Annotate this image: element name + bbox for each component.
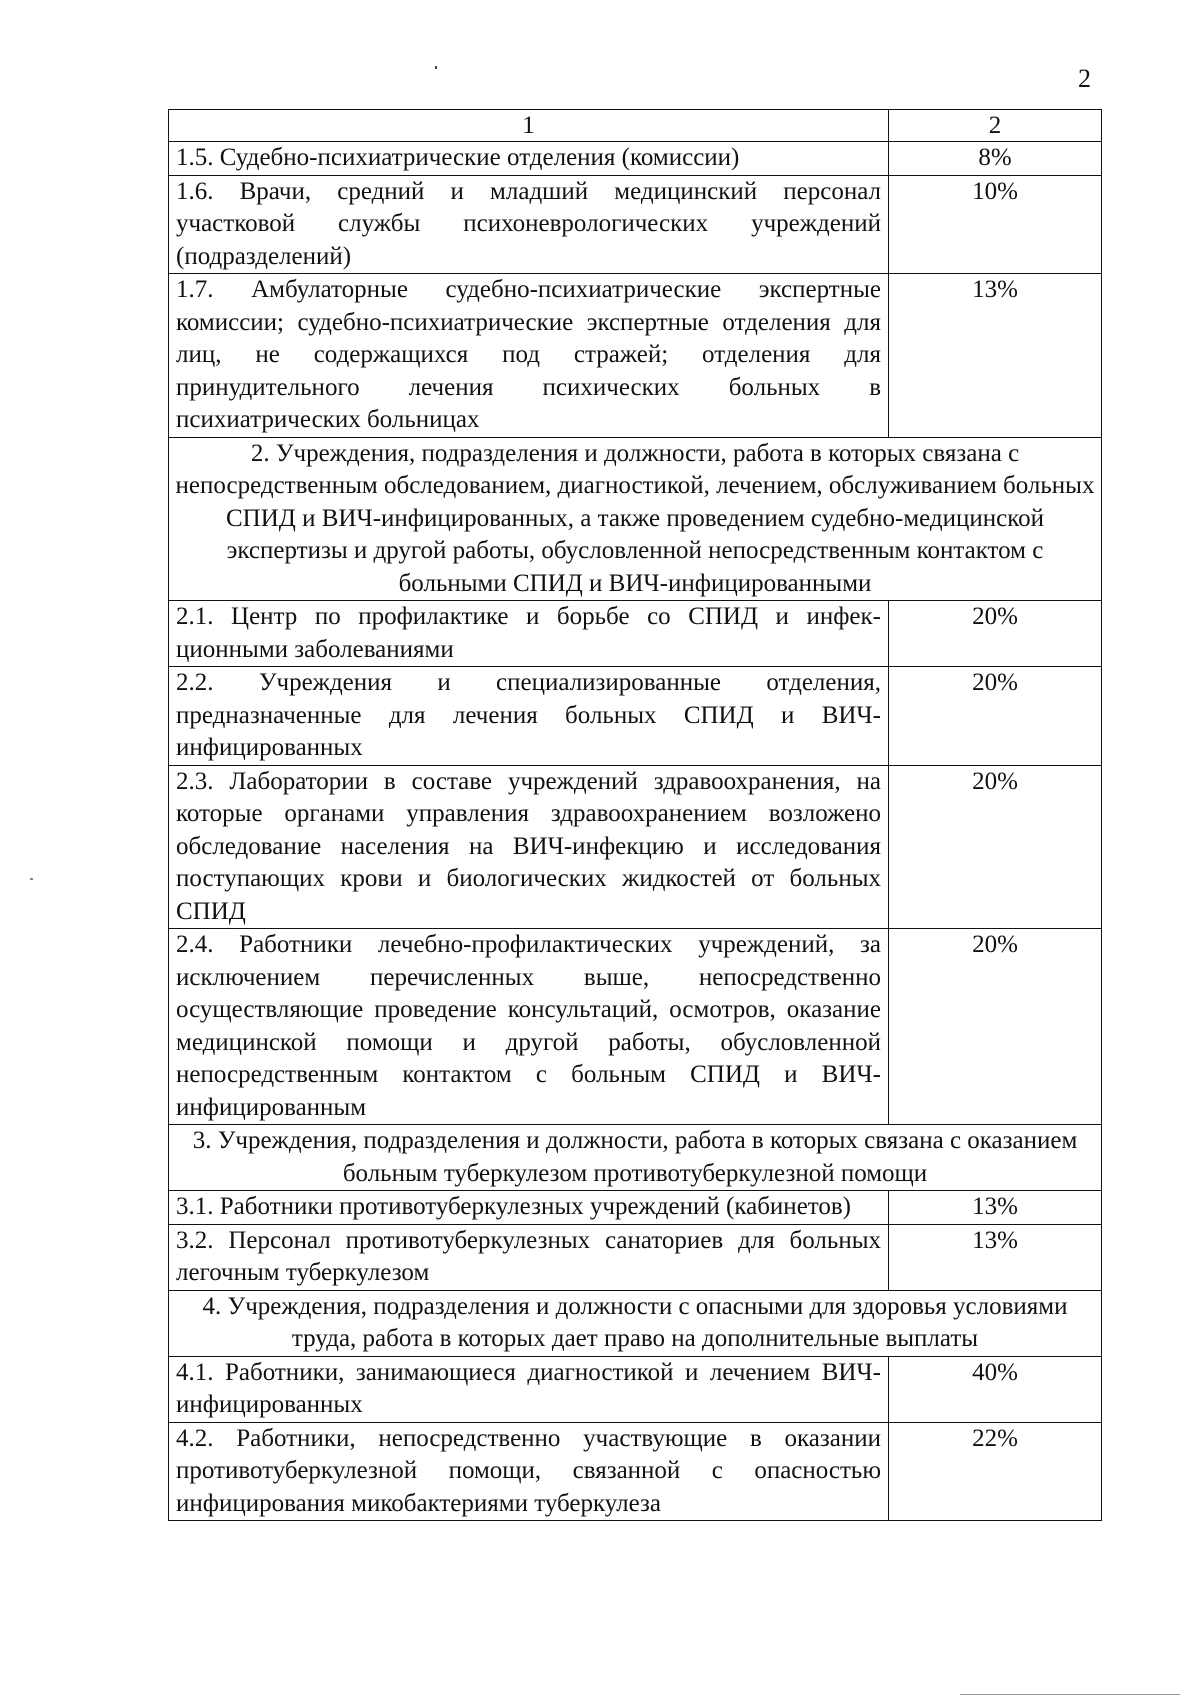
section-heading-row bbox=[169, 437, 1102, 601]
table-row bbox=[169, 601, 1102, 667]
allowance-percent: 20% bbox=[889, 601, 1102, 667]
table-row bbox=[169, 1422, 1102, 1521]
section-heading: 3. Учреждения, подразделения и должности, работа в которых связана с оказанием больным туберкулезом противотуберкулезной помощи bbox=[169, 1125, 1102, 1191]
position-description: 1.7. Амбулаторные судебно-психиатрические экспертные комиссии; судебно-психиатрические экспертные отделения для лиц, не содержащихся под стражей; отделения для принудительного лечения психических больных в психиатрических больницах bbox=[169, 274, 889, 438]
allowance-percent: 13% bbox=[889, 274, 1102, 438]
position-description: 2.1. Центр по профилактике и борьбе со СПИД и инфекционными заболеваниями bbox=[169, 601, 889, 667]
table-row bbox=[169, 1191, 1102, 1225]
section-heading-row bbox=[169, 1290, 1102, 1356]
table-row bbox=[169, 175, 1102, 274]
position-description: 2.4. Работники лечебно-профилактических учреждений, за исключением перечисленных выше, непосредственно осуществляющие проведение консультаций, осмотров, оказание медицинской помощи и другой работы, обусловленной непосредственным контактом с больным СПИД и ВИЧ-инфицированным bbox=[169, 929, 889, 1125]
allowance-table bbox=[168, 109, 1102, 1521]
scan-speck bbox=[30, 878, 33, 880]
section-heading: 2. Учреждения, подразделения и должности, работа в которых связана с непосредственным обследованием, диагностикой, лечением, обслуживанием больных СПИД и ВИЧ-инфицированных, а также проведением судебно-медицинской экспертизы и другой работы, обусловленной непосредственным контактом с больными СПИД и ВИЧ-инфицированными bbox=[169, 437, 1102, 601]
allowance-percent: 40% bbox=[889, 1356, 1102, 1422]
allowance-percent: 8% bbox=[889, 142, 1102, 176]
allowance-percent: 20% bbox=[889, 929, 1102, 1125]
table-row bbox=[169, 1356, 1102, 1422]
table-row bbox=[169, 765, 1102, 929]
position-description: 2.3. Лаборатории в составе учреждений здравоохранения, на которые органами управления здравоохранением возложено обследование населения на ВИЧ-инфекцию и исследования поступающих крови и биологических жидкостей от больных СПИД bbox=[169, 765, 889, 929]
allowance-percent: 22% bbox=[889, 1422, 1102, 1521]
table-header-row bbox=[169, 110, 1102, 142]
position-description: 4.2. Работники, непосредственно участвующие в оказании противотуберкулезной помощи, связанной с опасностью инфицирования микобактериями туберкулеза bbox=[169, 1422, 889, 1521]
position-description: 4.1. Работники, занимающиеся диагностикой и лечением ВИЧ-инфицированных bbox=[169, 1356, 889, 1422]
position-description: 3.1. Работники противотуберкулезных учреждений (кабинетов) bbox=[169, 1191, 889, 1225]
position-description: 1.6. Врачи, средний и младший медицинский персонал участковой службы психоневрологических учреждений (подразделений) bbox=[169, 175, 889, 274]
section-heading-row bbox=[169, 1125, 1102, 1191]
allowance-percent: 10% bbox=[889, 175, 1102, 274]
position-description: 1.5. Судебно-психиатрические отделения (комиссии) bbox=[169, 142, 889, 176]
table-row bbox=[169, 142, 1102, 176]
scan-mark bbox=[435, 66, 437, 69]
page-number: 2 bbox=[1078, 64, 1091, 93]
table-row bbox=[169, 1224, 1102, 1290]
allowance-percent: 20% bbox=[889, 765, 1102, 929]
column-1-header: 1 bbox=[169, 110, 889, 142]
position-description: 2.2. Учреждения и специализированные отделения, предназначенные для лечения больных СПИД и ВИЧ-инфицированных bbox=[169, 667, 889, 766]
table-row bbox=[169, 929, 1102, 1125]
table-row bbox=[169, 274, 1102, 438]
position-description: 3.2. Персонал противотуберкулезных санаториев для больных легочным туберкулезом bbox=[169, 1224, 889, 1290]
allowance-percent: 20% bbox=[889, 667, 1102, 766]
column-2-header: 2 bbox=[889, 110, 1102, 142]
scan-streak bbox=[960, 1694, 1180, 1695]
allowance-percent: 13% bbox=[889, 1191, 1102, 1225]
section-heading: 4. Учреждения, подразделения и должности с опасными для здоровья условиями труда, работа в которых дает право на дополнительные выплаты bbox=[169, 1290, 1102, 1356]
table-row bbox=[169, 667, 1102, 766]
allowance-percent: 13% bbox=[889, 1224, 1102, 1290]
